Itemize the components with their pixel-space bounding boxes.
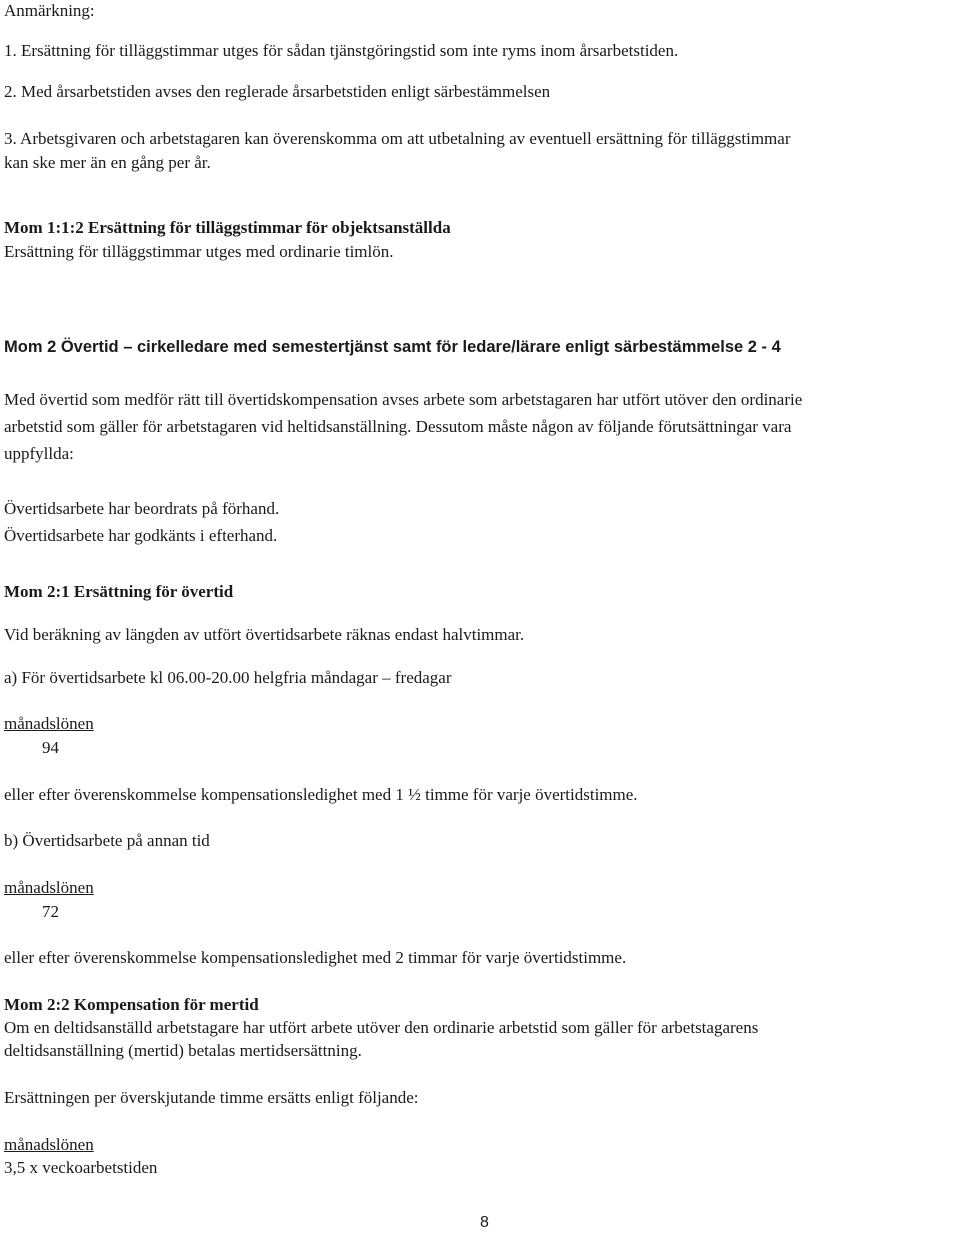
- remark-1: 1. Ersättning för tilläggstimmar utges för sådan tjänstgöringstid som inte ryms inom årsarbetstiden.: [4, 41, 679, 60]
- page-number: 8: [480, 1214, 489, 1231]
- case-b-label: b) Övertidsarbete på annan tid: [4, 831, 210, 850]
- mom-2-1-intro: Vid beräkning av längden av utfört övertidsarbete räknas endast halvtimmar.: [4, 625, 525, 644]
- mom-2-2-heading: Mom 2:2 Kompensation för mertid: [4, 995, 259, 1014]
- mom-2-condition-1: Övertidsarbete har beordrats på förhand.: [4, 499, 280, 518]
- case-a-denominator: 94: [42, 738, 59, 757]
- case-a-numerator: månadslönen: [4, 714, 94, 733]
- mom-2-2-text-line-1: Om en deltidsanställd arbetstagare har utfört arbete utöver den ordinarie arbetstid som gäller för arbetstagarens: [4, 1018, 759, 1037]
- mom-2-para-line-1: Med övertid som medför rätt till övertidskompensation avses arbete som arbetstagaren har utfört utöver den ordinarie: [4, 390, 803, 409]
- mom-2-para-line-2: arbetstid som gäller för arbetstagaren vid heltidsanställning. Dessutom måste någon av följande förutsättningar vara: [4, 417, 792, 436]
- mom-2-2-text-line-2: deltidsanställning (mertid) betalas mertidsersättning.: [4, 1041, 362, 1060]
- remark-2: 2. Med årsarbetstiden avses den reglerade årsarbetstiden enligt särbestämmelsen: [4, 82, 551, 101]
- mom-1-1-2-text: Ersättning för tilläggstimmar utges med ordinarie timlön.: [4, 242, 394, 261]
- remark-heading: Anmärkning:: [4, 1, 95, 20]
- case-a-label: a) För övertidsarbete kl 06.00-20.00 helgfria måndagar – fredagar: [4, 668, 452, 687]
- case-b-numerator: månadslönen: [4, 878, 94, 897]
- case-b-denominator: 72: [42, 902, 59, 921]
- remark-3-line-2: kan ske mer än en gång per år.: [4, 153, 211, 172]
- document-page: [4, 0, 954, 1233]
- mom-2-heading: Mom 2 Övertid – cirkelledare med semestertjänst samt för ledare/lärare enligt särbestämmelse 2 - 4: [4, 338, 781, 356]
- remark-3-line-1: 3. Arbetsgivaren och arbetstagaren kan överenskomma om att utbetalning av eventuell ersättning för tilläggstimmar: [4, 129, 791, 148]
- mom-2-1-heading: Mom 2:1 Ersättning för övertid: [4, 582, 234, 601]
- case-a-alternative: eller efter överenskommelse kompensationsledighet med 1 ½ timme för varje övertidstimme.: [4, 785, 638, 804]
- case-b-alternative: eller efter överenskommelse kompensationsledighet med 2 timmar för varje övertidstimme.: [4, 948, 627, 967]
- mom-1-1-2-heading: Mom 1:1:2 Ersättning för tilläggstimmar för objektsanställda: [4, 218, 451, 237]
- mom-2-condition-2: Övertidsarbete har godkänts i efterhand.: [4, 526, 278, 545]
- mom-2-2-payment-intro: Ersättningen per överskjutande timme ersätts enligt följande:: [4, 1088, 419, 1107]
- mom-2-2-numerator: månadslönen: [4, 1135, 94, 1154]
- mom-2-2-denominator: 3,5 x veckoarbetstiden: [4, 1158, 158, 1177]
- mom-2-para-line-3: uppfyllda:: [4, 444, 74, 463]
